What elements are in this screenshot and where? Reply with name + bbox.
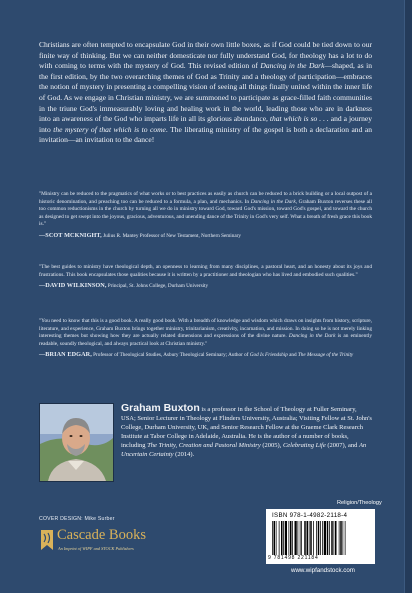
barcode-bar [345,521,346,555]
isbn-text: ISBN 978-1-4982-2118-4 [272,512,348,519]
barcode-bar [329,521,330,555]
barcode-bar [316,521,317,555]
endorsement-quote: "Ministry can be reduced to the pragmatics of what works or to best practices as easily as church can be reduced to a brick building or a local outpost of a historic denomination, and preaching too can be reduced to a formula, a plan, and mechanics. In Dancing in the Dark, Graham Buxton reverses these all too common reductionisms in the church by turning all we do in ministry toward God, toward God's mission, toward God's gospel, and toward the church as designed to get swept into the joyous, gracious, adventurous, and unending dance of the Trinity in God's very self. What a breath of fresh grace this book is." [39,191,373,228]
barcode-bar [313,521,314,555]
author-name: Graham Buxton [121,402,200,414]
barcode-bar [327,521,329,555]
barcode-bar [307,521,309,555]
barcode-bar [334,521,335,555]
barcode-bar [339,521,340,555]
publisher-logo [39,527,179,557]
barcode-bar [320,521,321,555]
barcode-bar [298,521,299,555]
barcode-bar [285,521,287,555]
barcode-bar [300,521,301,555]
publisher-website: www.wipfandstock.com [291,567,355,574]
barcode-bar [310,521,312,555]
author-bio: Graham Buxton is a professor in the School of Theology at Fuller Seminary, USA; Senior Lecturer in Theology at Flinders University, Australia; Visiting Fellow at St. John's College, Durham University, UK, and Senior Research Fellow at the Graeme Clark Research Institute at Tabor College in Adelaide, Australia. He is the author of a number of books, including The Trinity, Creation and Pastoral Ministry (2005), Celebrating Life (2007), and An Uncertain Certainty (2014). [121,402,372,458]
endorsement-attribution: —BRIAN EDGAR, Professor of Theological Studies, Asbury Theological Seminary; Author of God Is Friendship and The Message of the Trinity [39,351,354,359]
barcode-panel [266,509,375,564]
endorsement-wilkinson [39,264,372,290]
barcode-bar [272,521,273,555]
endorsement-quote: "You need to know that this is a good book. A really good book. With a breadth of knowledge and wisdom which draws on insights from history, scripture, literature, and experience, Graham Buxton brings together ministry, trinitarianism, creativity, incarnation, and mission. In doing so he is not merely linking interesting themes but showing how they are actually related dimensions and expressions of the divine nature. Dancing in the Dark is an eminently readable, soundly theological, and always practical look at Christian ministry." [39,318,372,347]
barcode-bar [295,521,297,555]
publisher-name: Cascade Books [57,527,146,543]
barcode-bar [309,521,310,555]
barcode-bar [340,521,342,555]
barcode-number: 9 781498 221184 [268,555,319,561]
cascade-books-icon [39,529,55,551]
barcode-bar [318,521,320,555]
barcode-bar [281,521,283,555]
endorsement-attribution: —DAVID WILKINSON, Principal, St. Johns College, Durham University [39,282,209,290]
endorsement-mcknight [39,191,372,240]
barcode-bar [322,521,323,555]
barcode-bar [290,521,292,555]
barcode-bar [335,521,337,555]
barcode-bar [331,521,333,555]
barcode-bar [274,521,276,555]
barcode-bar [279,521,280,555]
barcode-bar [276,521,277,555]
endorsement-quote: "The best guides to ministry have theological depth, an openness to learning from many disciplines, a pastoral heart, and an honesty about its joys and frustrations. This book encapsulates those qualities because it is written by a practitioner and theologian who has lived and embodied such qualities." [39,264,372,278]
cover-design-credit: COVER DESIGN: Mike Surber [39,516,115,522]
barcode-bar [301,521,302,555]
barcode-bar [324,521,326,555]
barcode-bar [304,521,306,555]
author-photo [39,403,114,482]
book-spine-edge [404,0,412,593]
endorsement-edgar [39,318,372,359]
category-label: Religion/Theology [337,500,382,506]
barcode-bar [343,521,344,555]
endorsement-attribution: —SCOT MCKNIGHT, Julius R. Mantey Professor of New Testament, Northern Seminary [39,231,241,239]
barcode-bar [283,521,284,555]
publisher-tagline: An Imprint of WIPF and STOCK Publishers [58,546,134,551]
barcode-bar [289,521,290,555]
barcode-bars [272,521,369,555]
back-cover-blurb: Christians are often tempted to encapsulate God in their own little boxes, as if God could be tied down to our finite way of thinking. But we can neither domesticate nor fully understand God, for theology has a lot to do with coming to terms with the mystery of God. This revised edition of Dancing in the Dark—shaped, as in the first edition, by the two overarching themes of God as Trinity and a theology of participation—embraces the notion of mystery in presenting a compelling vision of seeing all things finally united within the inner life of God. As we engage in Christian ministry, we are summoned to participate as grace-filled faith communities in the triune God's immeasurably loving and healing work in the world, leading those who are in darkness into an awareness of the God who imparts life in all its glorious abundance, that which is so . . . and a journey into the mystery of that which is to come. The liberating ministry of the gospel is both a declaration and an invitation—an invitation to the dance! [39,40,372,145]
barcode-bar [292,521,293,555]
